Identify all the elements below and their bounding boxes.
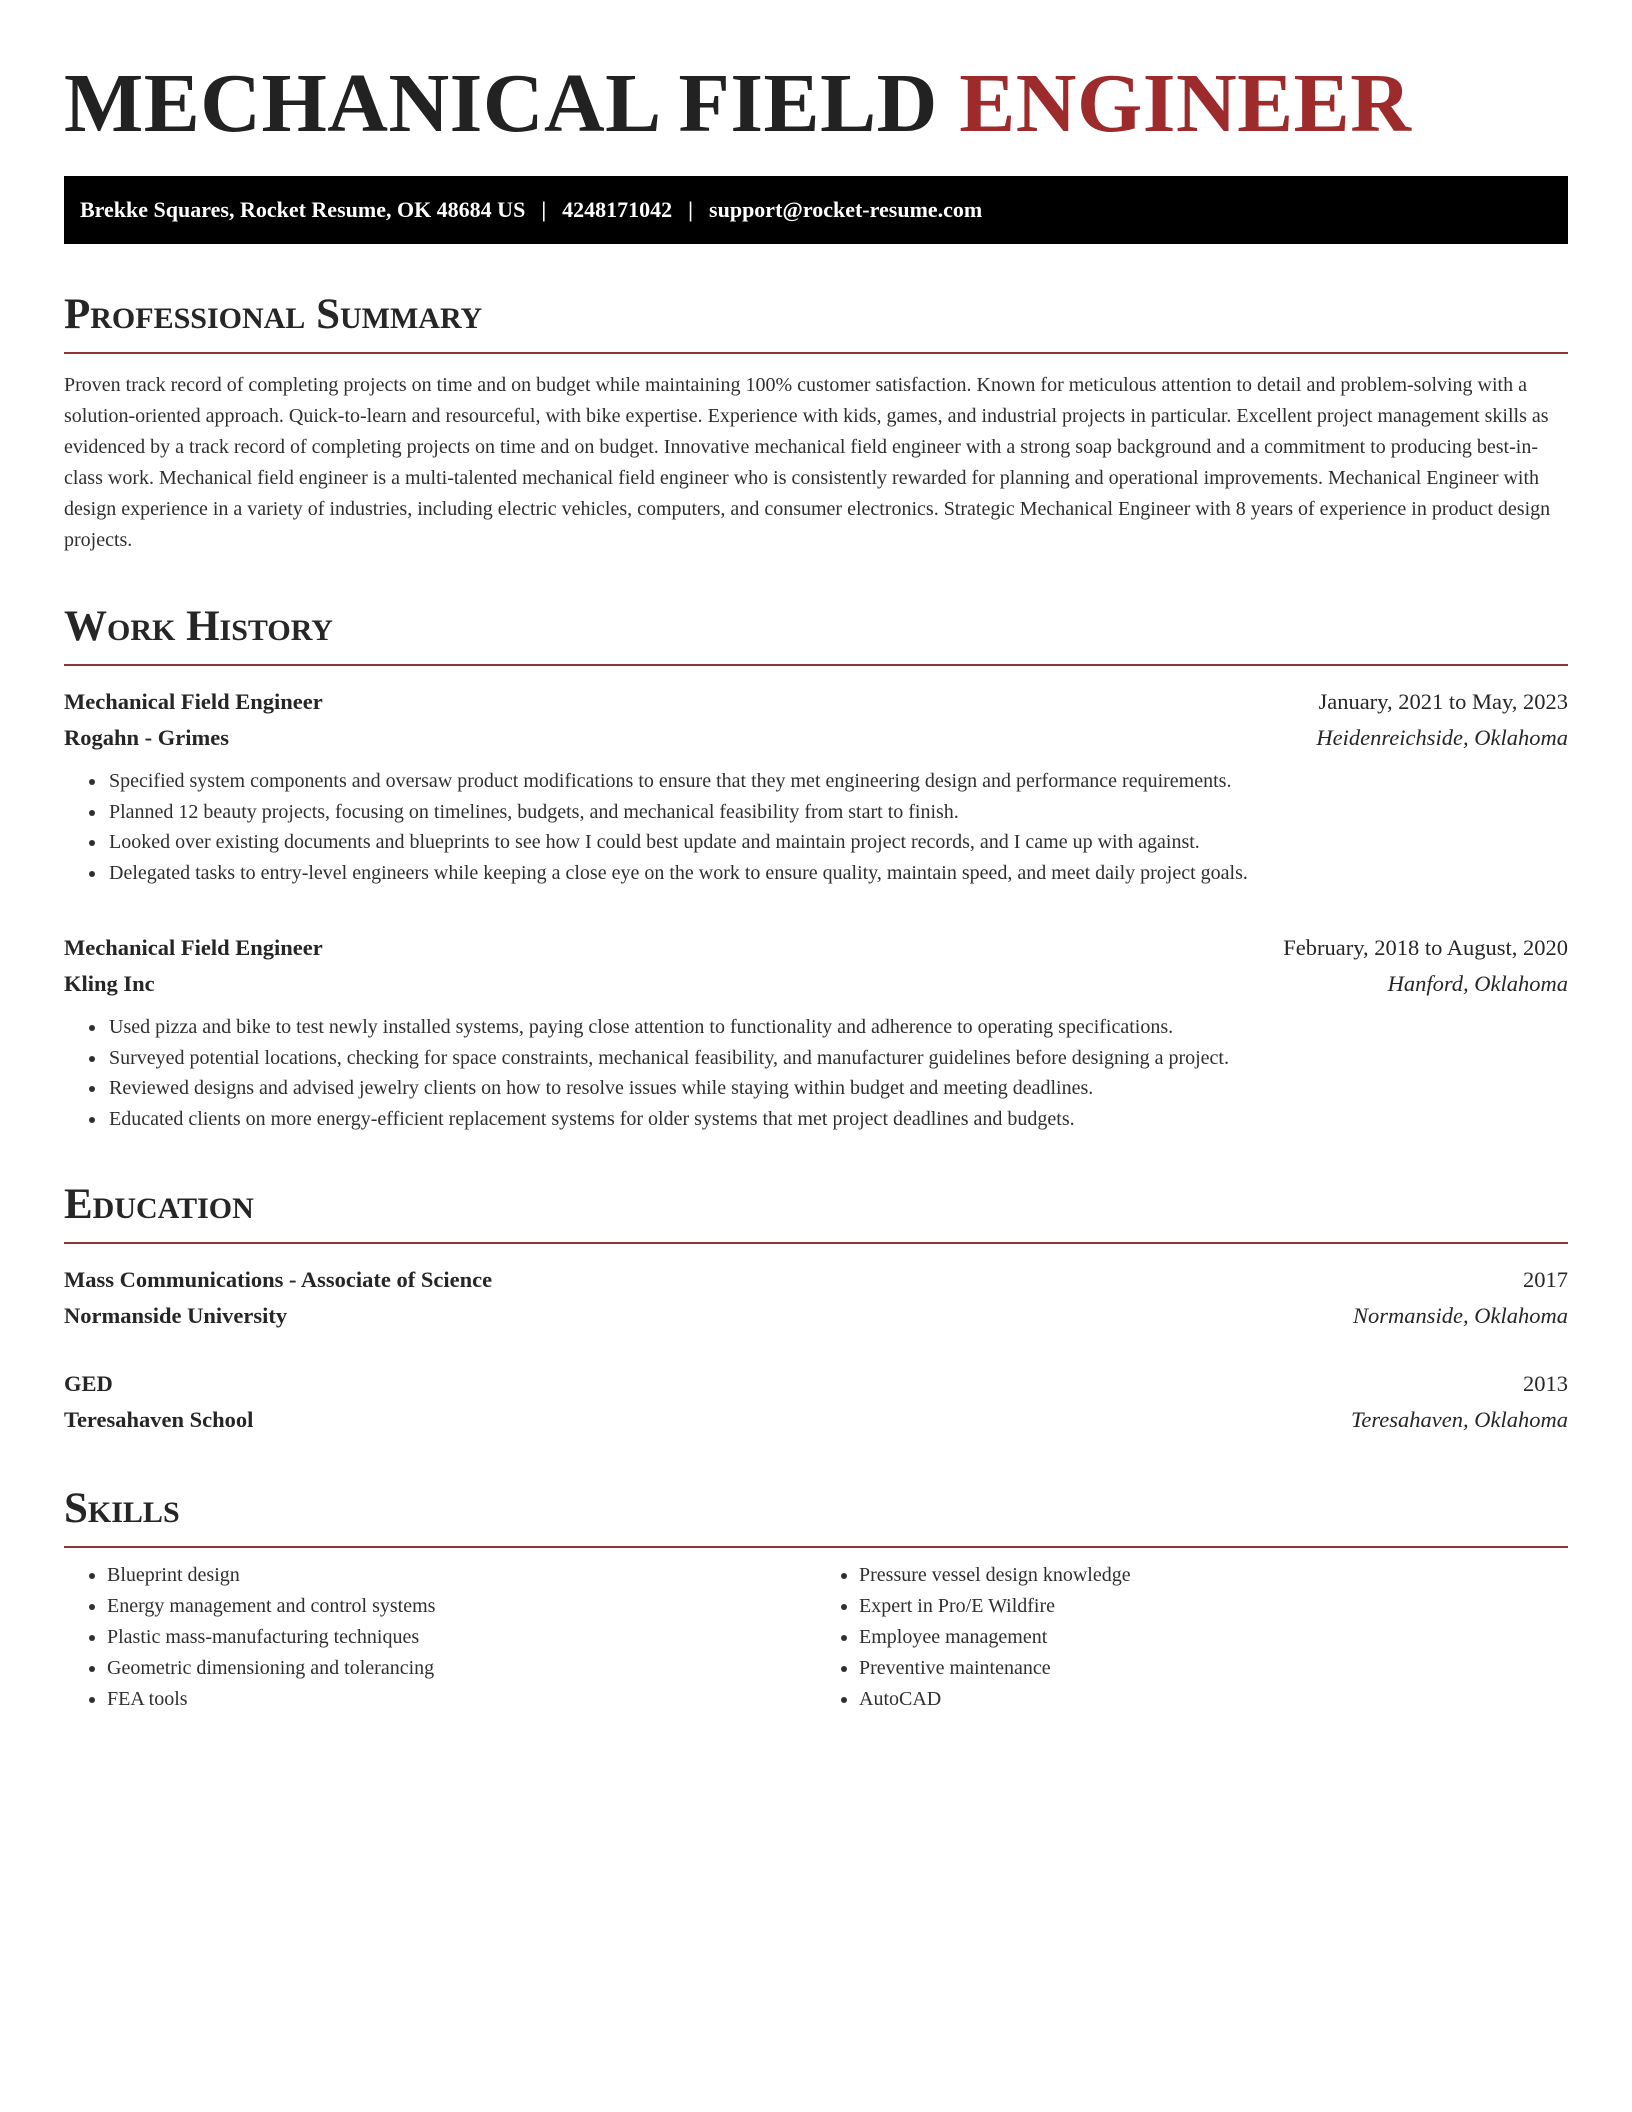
job-location: Heidenreichside, Oklahoma <box>1316 725 1568 750</box>
education-entry <box>64 1262 1568 1334</box>
job-role: Mechanical Field Engineer <box>64 935 323 960</box>
job-dates: January, 2021 to May, 2023 <box>1318 689 1568 714</box>
section-title-skills: Skills <box>64 1484 1568 1548</box>
job-company-row <box>64 720 1568 756</box>
skill-item: • Pressure vessel design knowledge <box>859 1560 1568 1591</box>
job-entry <box>64 930 1568 1134</box>
education-entry <box>64 1366 1568 1438</box>
skills-list-left <box>64 1560 816 1715</box>
education-year: 2017 <box>1523 1267 1568 1292</box>
skill-item: • Energy management and control systems <box>107 1591 816 1622</box>
education-school-row <box>64 1402 1568 1438</box>
section-title-summary: Professional Summary <box>64 290 1568 354</box>
education-location: Teresahaven, Oklahoma <box>1350 1407 1568 1432</box>
education-degree: Mass Communications - Associate of Science <box>64 1267 493 1292</box>
name-primary: MECHANICAL FIELD <box>64 57 938 150</box>
job-bullet: • Looked over existing documents and blueprints to see how I could best update and maintain project records, and I came up with against. <box>107 827 1568 858</box>
section-title-education: Education <box>64 1180 1568 1244</box>
education-location: Normanside, Oklahoma <box>1353 1303 1568 1328</box>
job-location: Hanford, Oklahoma <box>1387 971 1568 996</box>
contact-separator: | <box>688 197 694 222</box>
education-degree-row <box>64 1262 1568 1298</box>
job-role: Mechanical Field Engineer <box>64 689 323 714</box>
contact-separator: | <box>541 197 547 222</box>
job-bullet: • Used pizza and bike to test newly installed systems, paying close attention to functionality and adherence to operating specifications. <box>107 1012 1568 1043</box>
skill-item: • Geometric dimensioning and tolerancing <box>107 1653 816 1684</box>
education-school: Teresahaven School <box>64 1407 254 1432</box>
education-school: Normanside University <box>64 1303 288 1328</box>
skill-item: • Employee management <box>859 1622 1568 1653</box>
contact-phone: 4248171042 <box>562 197 673 222</box>
job-dates: February, 2018 to August, 2020 <box>1283 935 1568 960</box>
summary-text: Proven track record of completing projects on time and on budget while maintaining 100% customer satisfaction. Known for meticulous attention to detail and problem-solving with a solution-oriented approach. Quick-to-learn and resourceful, with bike expertise. Experience with kids, games, and industrial projects in particular. Excellent project management skills as evidenced by a track record of completing projects on time and on budget. Innovative mechanical field engineer with a strong soap background and a commitment to producing best-in-class work. Mechanical field engineer is a multi-talented mechanical field engineer who is consistently rewarded for planning and operational improvements. Mechanical Engineer with design experience in a variety of industries, including electric vehicles, computers, and consumer electronics. Strategic Mechanical Engineer with 8 years of experience in product design projects. <box>64 374 1551 551</box>
resume-name <box>64 56 1568 152</box>
skill-item: • Preventive maintenance <box>859 1653 1568 1684</box>
skill-item: • Expert in Pro/E Wildfire <box>859 1591 1568 1622</box>
education-degree: GED <box>64 1371 113 1396</box>
job-bullet: • Reviewed designs and advised jewelry clients on how to resolve issues while staying within budget and meeting deadlines. <box>107 1073 1568 1104</box>
job-header-row <box>64 684 1568 720</box>
job-company: Kling Inc <box>64 971 155 996</box>
contact-email: support@rocket-resume.com <box>709 197 983 222</box>
contact-bar <box>64 176 1568 244</box>
job-company: Rogahn - Grimes <box>64 725 229 750</box>
job-bullet-list <box>64 1012 1568 1134</box>
education-school-row <box>64 1298 1568 1334</box>
job-bullet: • Planned 12 beauty projects, focusing on timelines, budgets, and mechanical feasibility from start to finish. <box>107 797 1568 828</box>
job-bullet: • Delegated tasks to entry-level engineers while keeping a close eye on the work to ensure quality, maintain speed, and meet daily project goals. <box>107 858 1568 889</box>
name-accent: ENGINEER <box>959 57 1412 150</box>
job-bullet: • Specified system components and oversaw product modifications to ensure that they met engineering design and performance requirements. <box>107 766 1568 797</box>
skills-columns <box>64 1560 1568 1715</box>
education-year: 2013 <box>1523 1371 1568 1396</box>
skill-item: • AutoCAD <box>859 1684 1568 1715</box>
job-company-row <box>64 966 1568 1002</box>
job-header-row <box>64 930 1568 966</box>
skills-list-right <box>816 1560 1568 1715</box>
job-bullet-list <box>64 766 1568 888</box>
job-bullet: • Surveyed potential locations, checking for space constraints, mechanical feasibility, and manufacturer guidelines before designing a project. <box>107 1043 1568 1074</box>
skill-item: • Blueprint design <box>107 1560 816 1591</box>
education-degree-row <box>64 1366 1568 1402</box>
job-entry <box>64 684 1568 888</box>
section-title-work-history: Work History <box>64 602 1568 666</box>
skill-item: • FEA tools <box>107 1684 816 1715</box>
contact-address: Brekke Squares, Rocket Resume, OK 48684 US <box>80 197 526 222</box>
job-bullet: • Educated clients on more energy-efficient replacement systems for older systems that met project deadlines and budgets. <box>107 1104 1568 1135</box>
skill-item: • Plastic mass-manufacturing techniques <box>107 1622 816 1653</box>
